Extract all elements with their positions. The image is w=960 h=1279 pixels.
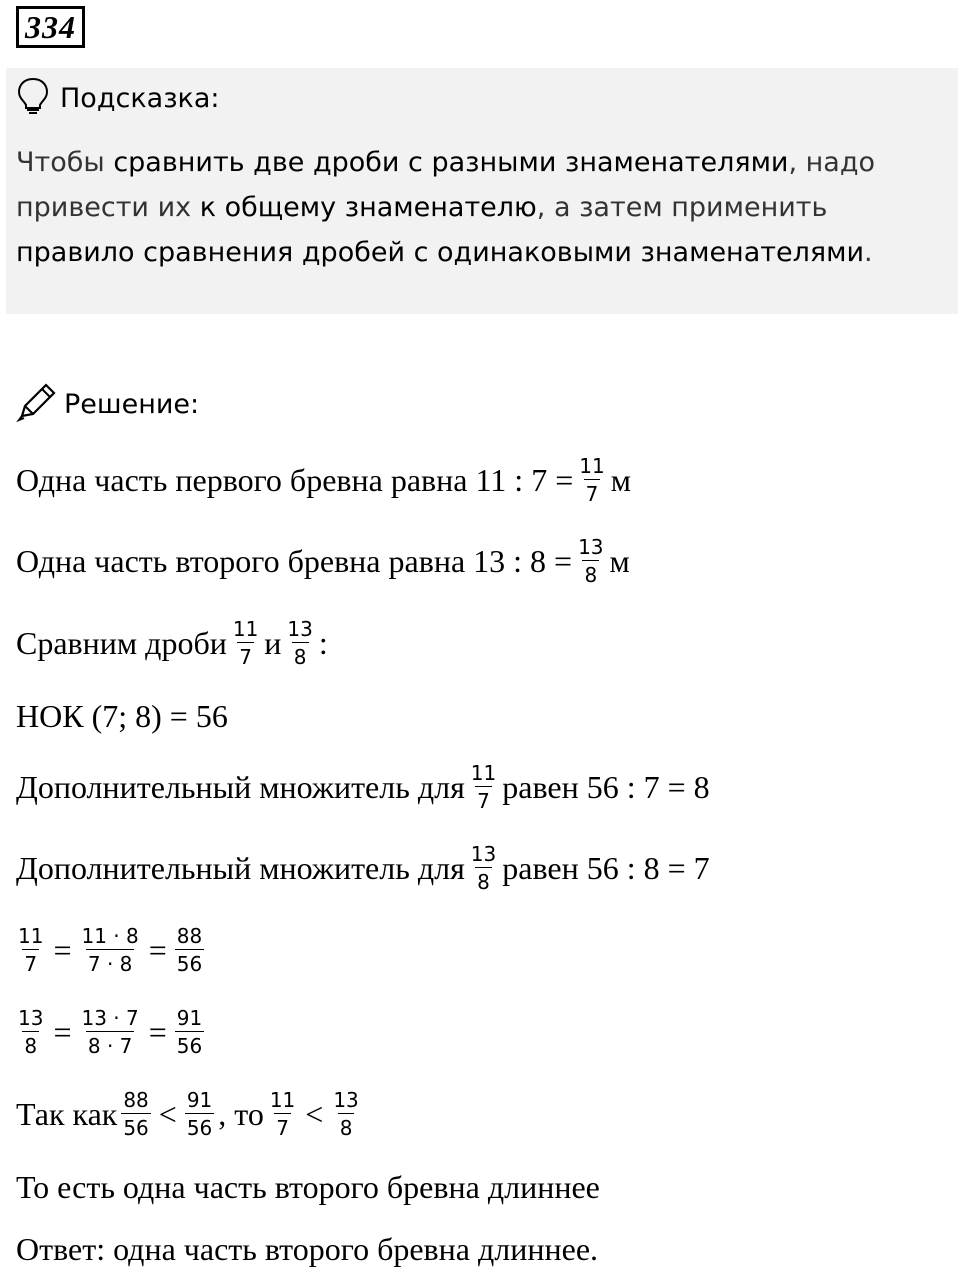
line-text: равен 56 : 7 = 8	[502, 768, 710, 805]
lightbulb-icon	[16, 77, 60, 120]
fraction-denominator: 56	[185, 1113, 214, 1138]
fraction-denominator: 8 · 7	[86, 1031, 135, 1056]
hint-text	[16, 140, 946, 275]
hint-text-part: Чтобы	[16, 147, 114, 178]
fraction-numerator: 13 · 7	[81, 1006, 139, 1030]
fraction-numerator: 11	[470, 761, 497, 785]
solution-line-1	[16, 450, 631, 510]
fraction-numerator: 13	[18, 1006, 44, 1030]
fraction	[231, 619, 260, 667]
fraction-denominator: 7 · 8	[86, 949, 135, 974]
line-text: НОК (7; 8) = 56	[16, 697, 228, 734]
answer-line	[16, 1219, 598, 1279]
fraction-numerator: 11	[232, 617, 259, 641]
fraction	[16, 1008, 45, 1056]
less-than-sign: <	[305, 1095, 324, 1132]
fraction-numerator: 11	[269, 1088, 296, 1112]
fraction	[577, 456, 606, 504]
fraction	[16, 926, 45, 974]
fraction	[121, 1090, 150, 1138]
fraction-denominator: 8	[475, 867, 492, 892]
hint-text-part: , а затем применить	[536, 192, 828, 223]
fraction	[185, 1090, 214, 1138]
fraction	[175, 926, 204, 974]
solution-line-4	[16, 686, 228, 746]
fraction	[469, 763, 498, 811]
fraction-denominator: 56	[175, 1031, 204, 1056]
fraction-numerator: 91	[186, 1088, 213, 1112]
line-text: Сравним дроби	[16, 624, 227, 661]
fraction-numerator: 11 · 8	[81, 924, 139, 948]
solution-line-3	[16, 613, 328, 673]
line-text: Одна часть второго бревна равна 13 : 8 =	[16, 542, 573, 579]
hint-header	[16, 78, 220, 118]
line-text: равен 56 : 8 = 7	[502, 849, 710, 886]
fraction	[268, 1090, 297, 1138]
solution-line-9	[16, 1084, 365, 1144]
fraction-numerator: 13	[470, 842, 497, 866]
unit: м	[610, 461, 631, 498]
fraction-denominator: 56	[175, 949, 204, 974]
fraction-denominator: 7	[584, 479, 601, 504]
line-text: Дополнительный множитель для	[16, 768, 465, 805]
line-text: Дополнительный множитель для	[16, 849, 465, 886]
solution-line-6	[16, 838, 710, 898]
line-text: , то	[218, 1095, 264, 1132]
colon: :	[318, 624, 328, 661]
fraction-numerator: 91	[176, 1006, 203, 1030]
solution-line-7	[12, 920, 208, 980]
solution-header	[16, 382, 199, 426]
hint-title: Подсказка:	[60, 82, 220, 114]
pencil-icon	[16, 382, 64, 427]
fraction-numerator: 88	[176, 924, 203, 948]
line-text: Так как	[16, 1095, 118, 1132]
equals-sign: =	[53, 931, 72, 968]
fraction-denominator: 7	[274, 1113, 291, 1138]
solution-line-5	[16, 757, 710, 817]
fraction	[469, 844, 498, 892]
fraction-denominator: 7	[475, 786, 492, 811]
unit: м	[609, 542, 630, 579]
hint-bold-part: сравнить две дроби с разными знаменателями	[113, 147, 789, 178]
fraction-denominator: 7	[237, 642, 254, 667]
fraction-numerator: 13	[287, 617, 313, 641]
less-than-sign: <	[158, 1095, 177, 1132]
fraction-denominator: 8	[22, 1031, 39, 1056]
fraction-denominator: 7	[22, 949, 39, 974]
hint-text-part: .	[864, 237, 873, 268]
hint-text-part: , надо	[788, 147, 876, 178]
fraction	[80, 926, 141, 974]
hint-bold-part: к общему знаменателю	[199, 192, 537, 223]
equals-sign: =	[53, 1013, 72, 1050]
fraction-denominator: 8	[582, 560, 599, 585]
line-text: Одна часть первого бревна равна 11 : 7 =	[16, 461, 574, 498]
answer-text: Ответ: одна часть второго бревна длиннее.	[16, 1230, 599, 1267]
fraction	[285, 619, 314, 667]
fraction-denominator: 8	[338, 1113, 355, 1138]
solution-line-10	[16, 1157, 600, 1217]
hint-bold-part: правило сравнения дробей с одинаковыми знаменателями	[16, 237, 865, 268]
conjunction: и	[264, 624, 282, 661]
fraction-numerator: 88	[123, 1088, 149, 1112]
hint-text-part: привести их	[16, 192, 200, 223]
fraction-denominator: 56	[121, 1113, 150, 1138]
task-number: 334	[16, 6, 85, 48]
fraction	[331, 1090, 360, 1138]
solution-line-2	[16, 531, 630, 591]
fraction-numerator: 13	[333, 1088, 359, 1112]
fraction	[175, 1008, 204, 1056]
fraction-numerator: 11	[18, 924, 44, 948]
fraction	[576, 537, 605, 585]
fraction	[80, 1008, 141, 1056]
fraction-numerator: 13	[578, 535, 604, 559]
fraction-numerator: 11	[579, 454, 605, 478]
solution-line-8	[12, 1002, 208, 1062]
equals-sign: =	[148, 1013, 167, 1050]
solution-title: Решение:	[64, 388, 200, 420]
equals-sign: =	[148, 931, 167, 968]
fraction-denominator: 8	[292, 642, 309, 667]
line-text: То есть одна часть второго бревна длиннее	[16, 1168, 600, 1205]
